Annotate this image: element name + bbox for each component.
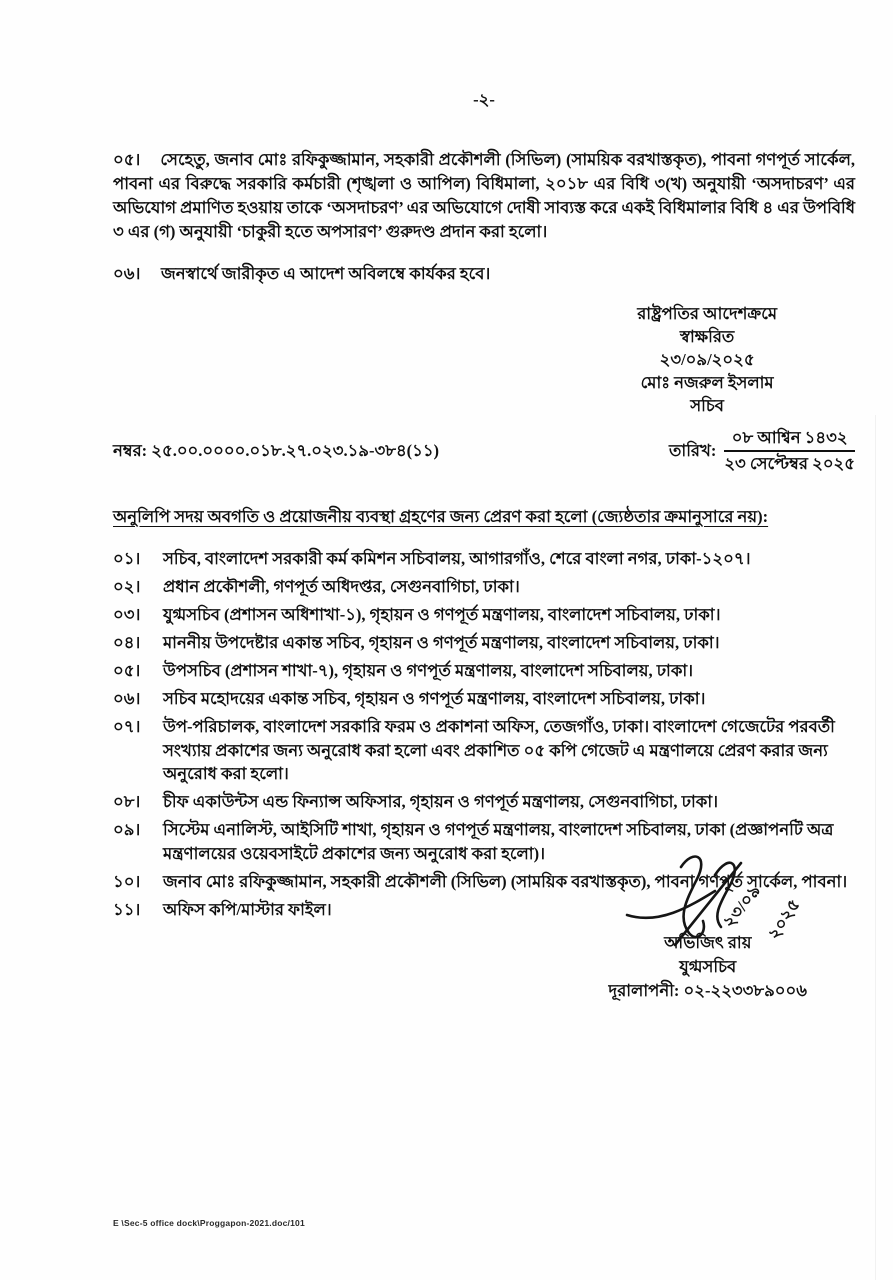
item-number: ০৫।: [113, 661, 141, 680]
item-number: ০৭।: [113, 717, 141, 736]
memo-number-label: নম্বর:: [113, 441, 148, 460]
order-by-line: রাষ্ট্রপতির আদেশক্রমে: [637, 304, 777, 323]
scan-artifact-line: [875, 415, 876, 1280]
distribution-item-08: [113, 790, 855, 814]
item-number: ০২।: [113, 577, 141, 596]
item-text: চীফ একাউন্টস এন্ড ফিন্যান্স অফিসার, গৃহায়ন ও গণপূর্ত মন্ত্রণালয়, সেগুনবাগিচা, ঢাকা।: [163, 792, 719, 811]
memo-date-gregorian: ২৩ সেপ্টেম্বর ২০২৫: [724, 454, 855, 473]
distribution-list: [113, 547, 855, 921]
memo-date: [669, 427, 855, 475]
distribution-item-05: [113, 659, 855, 683]
memo-date-label: তারিখ:: [669, 441, 717, 460]
paragraph-05: [113, 148, 855, 244]
memo-number-value: ২৫.০০.০০০০.০১৮.২৭.০২৩.১৯-৩৮৪(১১): [151, 441, 440, 460]
handwritten-date-day: ২৩/০৯: [719, 881, 765, 932]
distribution-item-03: [113, 603, 855, 627]
handwritten-date-year: ২০২৫: [764, 895, 804, 944]
paragraph-06-text: জনস্বার্থে জারীকৃত এ আদেশ অবিলম্বে কার্যকর হবে।: [161, 264, 491, 283]
president-order-signature-block: [637, 302, 777, 417]
item-number: ১১।: [113, 899, 141, 919]
distribution-item-07: [113, 715, 855, 786]
distribution-item-01: [113, 547, 855, 571]
file-path-footer: E \Sec-5 office dock\Proggapon-2021.doc/101: [113, 1218, 305, 1228]
secretary-name: মোঃ নজরুল ইসলাম: [640, 373, 774, 392]
item-text: প্রধান প্রকৌশলী, গণপূর্ত অধিদপ্তর, সেগুনবাগিচা, ঢাকা।: [163, 577, 520, 596]
distribution-item-09: [113, 818, 855, 865]
paragraph-06: [113, 262, 855, 286]
item-text: যুগ্মসচিব (প্রশাসন অধিশাখা-১), গৃহায়ন ও গণপূর্ত মন্ত্রণালয়, বাংলাদেশ সচিবালয়, ঢাকা।: [163, 605, 721, 624]
paragraph-06-number: ০৬।: [113, 264, 141, 283]
item-text: উপ-পরিচালক, বাংলাদেশ সরকারি ফরম ও প্রকাশনা অফিস, তেজগাঁও, ঢাকা। বাংলাদেশ গেজেটের পরবর্তী সংখ্যায় প্রকাশের জন্য অনুরোধ করা হলো এবং প্রকাশিত ০৫ কপি গেজেট এ মন্ত্রণালয়ে প্রেরণ করার জন্য অনুরোধ করা হলো।: [163, 717, 835, 783]
reference-row: [113, 427, 855, 475]
distribution-item-11: [113, 898, 855, 922]
signatory-name: অভিজিৎ রায়: [664, 933, 752, 952]
memo-date-fraction: [724, 427, 855, 475]
item-text: অফিস কপি/মাস্টার ফাইল।: [163, 899, 332, 919]
distribution-item-02: [113, 575, 855, 599]
memo-number: [113, 439, 439, 463]
distribution-heading: অনুলিপি সদয় অবগতি ও প্রয়োজনীয় ব্যবস্থা গ্রহণের জন্য প্রেরণ করা হলো (জ্যেষ্ঠতার ক্রমানুসারে নয়):: [113, 507, 769, 526]
signatory-designation: যুগ্মসচিব: [679, 957, 737, 976]
signatory-block: [608, 881, 807, 1003]
item-number: ০৩।: [113, 605, 141, 624]
item-text: সচিব, বাংলাদেশ সরকারী কর্ম কমিশন সচিবালয়, আগারগাঁও, শেরে বাংলা নগর, ঢাকা-১২০৭।: [163, 549, 751, 568]
item-text: সিস্টেম এনালিস্ট, আইসিটি শাখা, গৃহায়ন ও গণপূর্ত মন্ত্রণালয়, বাংলাদেশ সচিবালয়, ঢাকা (প্রজ্ঞাপনটি অত্র মন্ত্রণালয়ের ওয়েবসাইটে প্রকাশের জন্য অনুরোধ করা হলো)।: [163, 820, 834, 863]
paragraph-05-number: ০৫।: [113, 150, 141, 169]
item-number: ০১।: [113, 549, 141, 568]
distribution-item-04: [113, 631, 855, 655]
item-number: ১০।: [113, 871, 141, 891]
order-sign-date: ২৩/০৯/২০২৫: [659, 350, 755, 369]
distribution-item-10: [113, 870, 855, 894]
paragraph-05-text: সেহেতু, জনাব মোঃ রফিকুজ্জামান, সহকারী প্রকৌশলী (সিভিল) (সাময়িক বরখাস্তকৃত), পাবনা গণপূর্ত সার্কেল, পাবনা এর বিরুদ্ধে সরকারি কর্মচারী (শৃঙ্খলা ও আপিল) বিধিমালা, ২০১৮ এর বিধি ৩(খ) অনুযায়ী ‘অসদাচরণ’ এর অভিযোগ প্রমাণিত হওয়ায় তাকে ‘অসদাচরণ’ এর অভিযোগে দোষী সাব্যস্ত করে একই বিধিমালার বিধি ৪ এর উপবিধি ৩ এর (গ) অনুযায়ী ‘চাকুরী হতে অপসারণ’ গুরুদণ্ড প্রদান করা হলো।: [113, 150, 855, 241]
page-number: -২-: [473, 90, 495, 109]
signed-label: স্বাক্ষরিত: [679, 327, 735, 346]
item-text: উপসচিব (প্রশাসন শাখা-৭), গৃহায়ন ও গণপূর্ত মন্ত্রণালয়, বাংলাদেশ সচিবালয়, ঢাকা।: [163, 661, 694, 680]
memo-date-bangla: ০৮ আশ্বিন ১৪৩২: [724, 427, 855, 452]
item-number: ০৯।: [113, 820, 141, 839]
secretary-designation: সচিব: [690, 396, 724, 415]
signatory-phone: দূরালাপনী: ০২-২২৩৩৮৯০০৬: [608, 981, 807, 1000]
item-number: ০৬।: [113, 689, 141, 708]
item-text: জনাব মোঃ রফিকুজ্জামান, সহকারী প্রকৌশলী (সিভিল) (সাময়িক বরখাস্তকৃত), পাবনা গণপূর্ত সার্কেল, পাবনা।: [163, 871, 848, 891]
distribution-item-06: [113, 687, 855, 711]
item-text: মাননীয় উপদেষ্টার একান্ত সচিব, গৃহায়ন ও গণপূর্ত মন্ত্রণালয়, বাংলাদেশ সচিবালয়, ঢাকা।: [163, 633, 720, 652]
item-number: ০৪।: [113, 633, 141, 652]
item-text: সচিব মহোদয়ের একান্ত সচিব, গৃহায়ন ও গণপূর্ত মন্ত্রণালয়, বাংলাদেশ সচিবালয়, ঢাকা।: [163, 689, 706, 708]
item-number: ০৮।: [113, 792, 141, 811]
